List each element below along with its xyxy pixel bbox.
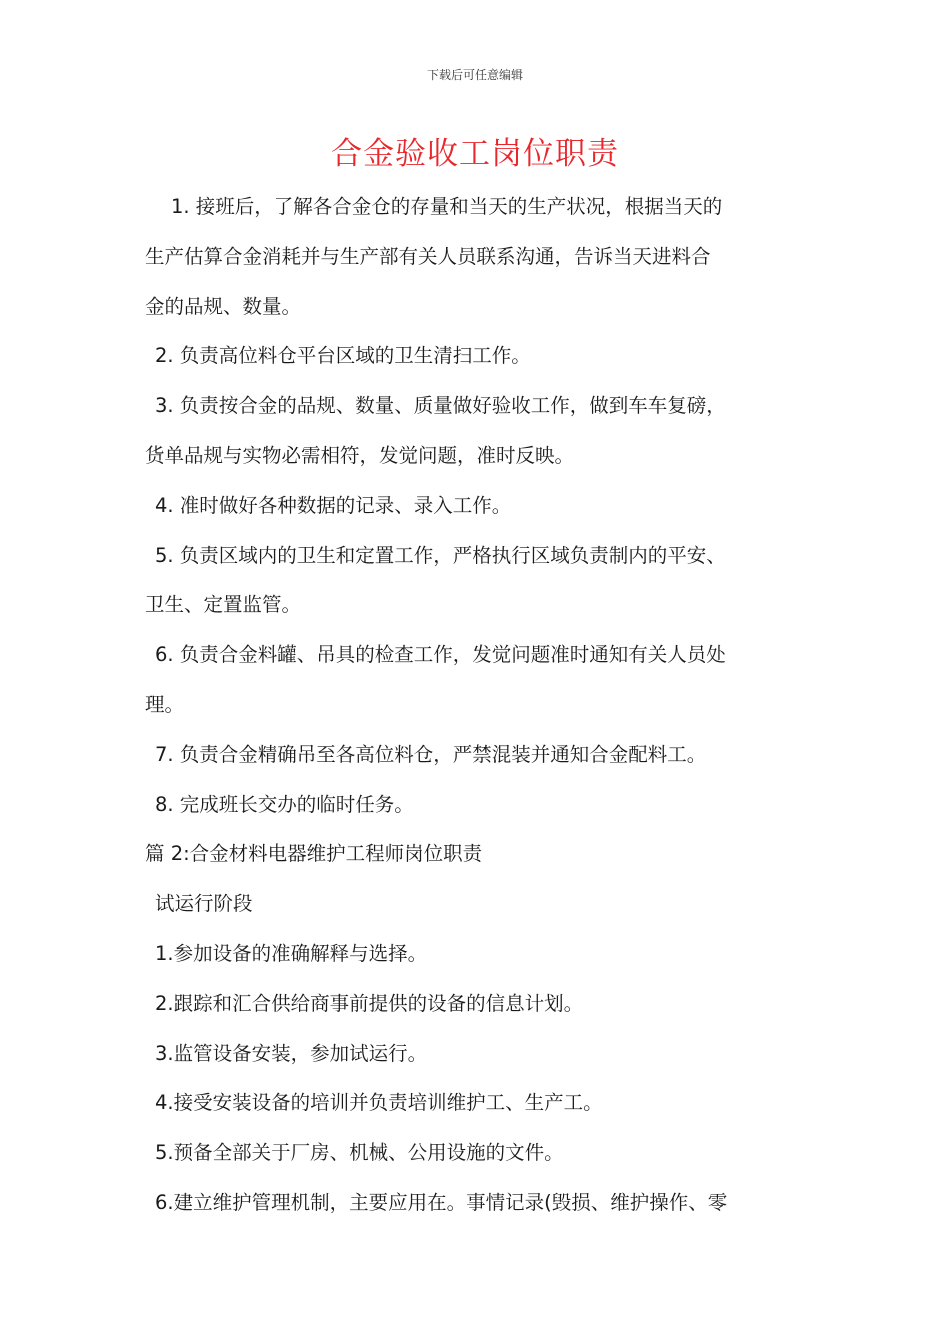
header-note: 下载后可任意编辑 [426, 68, 523, 82]
body-line: 4.接受安装设备的培训并负责培训维护工、生产工。 [155, 1091, 603, 1115]
body-line: 3.监管设备安装，参加试运行。 [155, 1041, 428, 1065]
document-title: 合金验收工岗位职责 [331, 136, 619, 172]
body-line: 5. 负责区域内的卫生和定置工作，严格执行区域负责制内的平安、 [155, 543, 726, 567]
body-line: 2.跟踪和汇合供给商事前提供的设备的信息计划。 [155, 991, 584, 1015]
body-line: 6. 负责合金料罐、吊具的检查工作，发觉问题准时通知有关人员处 [155, 643, 726, 667]
section-heading: 篇 2:合金材料电器维护工程师岗位职责 [145, 842, 483, 866]
body-line: 1.参加设备的准确解释与选择。 [155, 941, 428, 965]
body-line: 6.建立维护管理机制，主要应用在。事情记录(毁损、维护操作、零 [155, 1190, 728, 1214]
subsection-heading: 试运行阶段 [155, 892, 253, 916]
body-line: 5.预备全部关于厂房、机械、公用设施的文件。 [155, 1141, 564, 1165]
body-line: 金的品规、数量。 [145, 294, 302, 318]
body-line: 1. 接班后，了解各合金仓的存量和当天的生产状况，根据当天的 [171, 195, 723, 218]
body-line: 2. 负责高位料仓平台区域的卫生清扫工作。 [155, 344, 531, 368]
body-line: 生产估算合金消耗并与生产部有关人员联系沟通，告诉当天进料合 [145, 244, 711, 268]
body-line: 8. 完成班长交办的临时任务。 [155, 792, 414, 816]
body-line: 7. 负责合金精确吊至各高位料仓，严禁混装并通知合金配料工。 [155, 742, 707, 766]
body-line: 3. 负责按合金的品规、数量、质量做好验收工作，做到车车复磅， [155, 394, 726, 418]
body-line: 4. 准时做好各种数据的记录、录入工作。 [155, 493, 512, 517]
body-line: 卫生、定置监管。 [145, 593, 302, 617]
body-line: 货单品规与实物必需相符，发觉问题，准时反映。 [145, 443, 575, 467]
document-body [145, 182, 810, 1228]
body-line: 理。 [145, 692, 185, 716]
